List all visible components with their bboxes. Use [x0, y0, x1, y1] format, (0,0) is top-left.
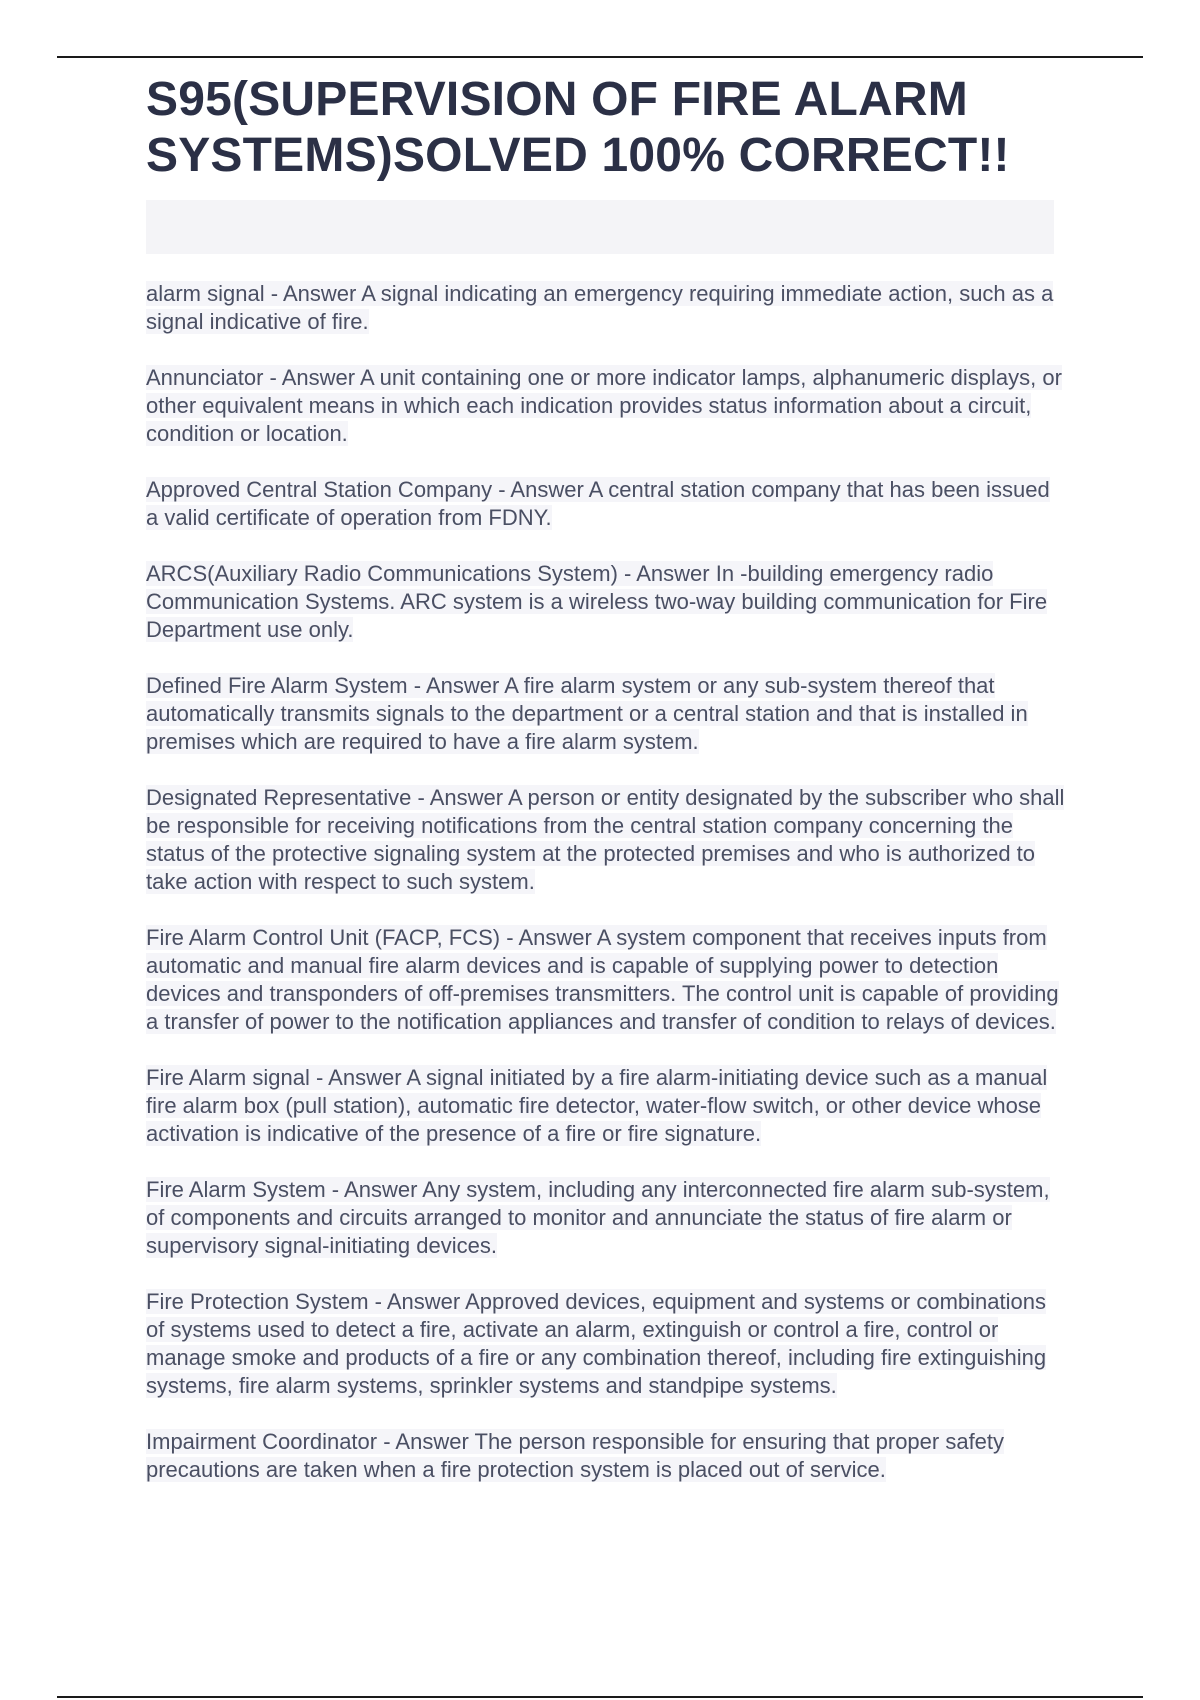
- definition-entry: [146, 1288, 1066, 1400]
- definition-text: Fire Alarm System - Answer Any system, including any interconnected fire alarm sub-system, of components and circuits arranged to monitor and annunciate the status of fire alarm or supervisory signal-initiating devices.: [146, 1177, 1050, 1258]
- definition-text: Defined Fire Alarm System - Answer A fire alarm system or any sub-system thereof that automatically transmits signals to the department or a central station and that is installed in premises which are required to have a fire alarm system.: [146, 673, 1028, 754]
- definition-entry: [146, 364, 1066, 448]
- definition-entry: [146, 924, 1066, 1036]
- definition-entry: [146, 1176, 1066, 1260]
- definition-entry: [146, 784, 1066, 896]
- top-divider: [57, 56, 1143, 58]
- definition-text: ARCS(Auxiliary Radio Communications System) - Answer In -building emergency radio Communication Systems. ARC system is a wireless two-way building communication for Fire Department use only.: [146, 561, 1048, 642]
- definition-entry: [146, 672, 1066, 756]
- definition-text: Impairment Coordinator - Answer The person responsible for ensuring that proper safety precautions are taken when a fire protection system is placed out of service.: [146, 1429, 1005, 1482]
- definition-text: Fire Alarm Control Unit (FACP, FCS) - Answer A system component that receives inputs from automatic and manual fire alarm devices and is capable of supplying power to detection devices and transponders of off-premises transmitters. The control unit is capable of providing a transfer of power to the notification appliances and transfer of condition to relays of devices.: [146, 925, 1059, 1034]
- definition-text: Fire Protection System - Answer Approved devices, equipment and systems or combinations of systems used to detect a fire, activate an alarm, extinguish or control a fire, control or manage smoke and products of a fire or any combination thereof, including fire extinguishing systems, fire alarm systems, sprinkler systems and standpipe systems.: [146, 1289, 1047, 1398]
- bottom-divider: [57, 1696, 1143, 1698]
- definition-entry: [146, 560, 1066, 644]
- definition-list: [146, 280, 1066, 1512]
- document-title: S95(SUPERVISION OF FIRE ALARM SYSTEMS)SOLVED 100% CORRECT!!: [146, 73, 1010, 182]
- definition-text: Approved Central Station Company - Answer A central station company that has been issued a valid certificate of operation from FDNY.: [146, 477, 1050, 530]
- definition-entry: [146, 1064, 1066, 1148]
- definition-text: Designated Representative - Answer A person or entity designated by the subscriber who shall be responsible for receiving notifications from the central station company concerning the status of the protective signaling system at the protected premises and who is authorized to take action with respect to such system.: [146, 785, 1065, 894]
- title-band: [146, 200, 1054, 254]
- definition-text: Fire Alarm signal - Answer A signal initiated by a fire alarm-initiating device such as a manual fire alarm box (pull station), automatic fire detector, water-flow switch, or other device whose activation is indicative of the presence of a fire or fire signature.: [146, 1065, 1048, 1146]
- definition-text: alarm signal - Answer A signal indicating an emergency requiring immediate action, such as a signal indicative of fire.: [146, 281, 1054, 334]
- definition-entry: [146, 280, 1066, 336]
- definition-entry: [146, 1428, 1066, 1484]
- definition-entry: [146, 476, 1066, 532]
- definition-text: Annunciator - Answer A unit containing one or more indicator lamps, alphanumeric displays, or other equivalent means in which each indication provides status information about a circuit, condition or location.: [146, 365, 1062, 446]
